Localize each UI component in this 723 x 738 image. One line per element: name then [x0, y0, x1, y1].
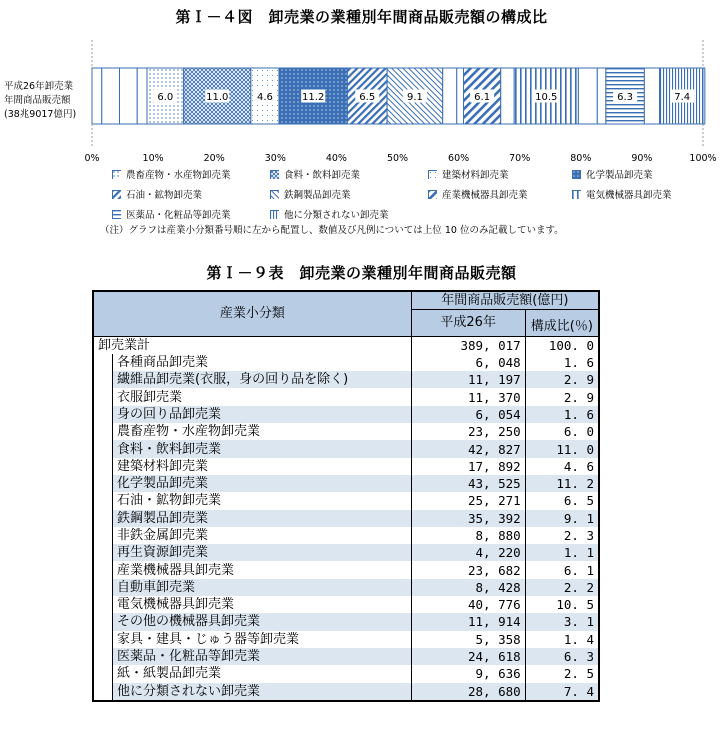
legend-label: 鉄鋼製品卸売業 — [284, 190, 351, 201]
row-amount: 8, 880 — [411, 527, 525, 544]
bar-row-label-line: (38兆9017億円) — [4, 109, 77, 120]
row-name: 再生資源卸売業 — [113, 544, 412, 561]
row-name: 建築材料卸売業 — [117, 458, 209, 474]
indent-cell — [93, 527, 113, 544]
legend-item — [270, 207, 389, 221]
data-label: 9.1 — [406, 92, 423, 103]
bar-segment — [644, 68, 659, 124]
row-amount: 17, 892 — [411, 458, 525, 475]
legend-label: 電気機械器具卸売業 — [586, 190, 672, 201]
row-name: 電気機械器具卸売業 — [117, 597, 235, 613]
table-title: 第Ｉ－９表 卸売業の業種別年間商品販売額 — [206, 264, 517, 282]
legend-label: 他に分類されない卸売業 — [284, 210, 389, 221]
table-row — [93, 458, 599, 475]
total-name: 卸売業計 — [98, 337, 151, 353]
row-amount: 23, 682 — [411, 561, 525, 578]
total-ratio: 100. 0 — [525, 336, 599, 354]
row-ratio: 2. 2 — [525, 579, 599, 596]
x-tick-label: 20% — [203, 153, 225, 164]
header-spacer — [525, 310, 599, 319]
x-tick-label: 100% — [689, 153, 717, 164]
row-amount: 11, 914 — [411, 613, 525, 630]
legend-swatch — [112, 170, 121, 179]
indent-cell — [93, 561, 113, 578]
legend-label: 食料・飲料卸売業 — [284, 170, 361, 181]
indent-cell — [93, 388, 113, 405]
x-tick-label: 80% — [570, 153, 592, 164]
data-label: 11.2 — [302, 92, 325, 103]
bar-segment — [597, 68, 606, 124]
row-name: 自動車卸売業 — [113, 579, 412, 596]
bar-row-label-line: 平成26年卸売業 — [4, 81, 74, 92]
row-amount: 25, 271 — [411, 492, 525, 509]
legend-label: 化学製品卸売業 — [586, 170, 653, 181]
x-tick-label: 50% — [386, 153, 409, 164]
indent-cell — [93, 596, 113, 613]
row-amount: 8, 428 — [411, 579, 525, 596]
legend-swatch — [270, 210, 279, 219]
table-total-row — [93, 336, 599, 354]
row-amount: 11, 370 — [411, 388, 525, 405]
header-sales-group: 年間商品販売額(億円) — [411, 291, 599, 310]
row-amount: 4, 220 — [411, 544, 525, 561]
row-amount: 11, 197 — [411, 371, 525, 388]
row-ratio: 9. 1 — [525, 510, 599, 527]
data-label: 10.5 — [535, 92, 558, 103]
table-row — [93, 596, 599, 613]
data-label: 6.0 — [157, 92, 174, 103]
indent-cell — [93, 510, 113, 527]
indent-cell — [93, 423, 113, 440]
data-label: 6.3 — [617, 92, 634, 103]
legend-swatch — [572, 170, 581, 179]
bar-segment — [137, 68, 147, 124]
legend-item — [112, 167, 231, 181]
legend-swatch — [112, 210, 121, 219]
row-name: 石油・鉱物卸売業 — [117, 493, 222, 509]
table-row — [93, 683, 599, 701]
bar-segment — [501, 68, 514, 124]
row-ratio: 2. 9 — [525, 371, 599, 388]
table-row — [93, 423, 599, 440]
table-row — [93, 613, 599, 630]
bar-row-label-line: 年間商品販売額 — [4, 95, 71, 106]
legend-label: 医薬品・化粧品等卸売業 — [126, 210, 231, 221]
row-amount: 5, 358 — [411, 631, 525, 648]
bar-segment — [443, 68, 457, 124]
indent-cell — [93, 613, 113, 630]
row-amount: 23, 250 — [411, 423, 525, 440]
table-row — [93, 631, 599, 648]
row-ratio: 6. 0 — [525, 423, 599, 440]
row-name: 産業機械器具卸売業 — [117, 562, 235, 578]
data-label: 11.0 — [206, 92, 229, 103]
table-row — [93, 440, 599, 457]
data-label: 7.4 — [674, 92, 691, 103]
table-row — [93, 665, 599, 682]
row-name: 身の回り品卸売業 — [113, 406, 412, 423]
legend-item — [112, 207, 231, 221]
row-amount: 9, 636 — [411, 665, 525, 682]
legend-label: 建築材料卸売業 — [442, 170, 509, 181]
legend-label: 産業機械器具卸売業 — [442, 190, 528, 201]
legend-item — [428, 187, 528, 201]
indent-cell — [93, 354, 113, 371]
legend-label: 石油・鉱物卸売業 — [126, 190, 203, 201]
chart-footnote: （注）グラフは産業小分類番号順に左から配置し、数値及び凡例については上位 10 位のみ記載しています。 — [100, 225, 564, 236]
row-ratio: 3. 1 — [525, 613, 599, 630]
legend-swatch — [270, 190, 279, 199]
stacked-bar-chart — [0, 28, 723, 168]
x-tick-label: 70% — [509, 153, 531, 164]
row-ratio: 2. 3 — [525, 527, 599, 544]
row-ratio: 6. 5 — [525, 492, 599, 509]
table-row — [93, 406, 599, 423]
indent-cell — [93, 544, 113, 561]
bar-segment — [578, 68, 597, 124]
legend-item — [572, 167, 653, 181]
legend-swatch — [428, 190, 437, 199]
legend-swatch — [428, 170, 437, 179]
indent-cell — [93, 475, 113, 492]
indent-cell — [93, 579, 113, 596]
x-tick-label: 90% — [631, 153, 653, 164]
header-category: 産業小分類 — [93, 291, 411, 336]
row-name: 非鉄金属卸売業 — [117, 528, 209, 543]
legend-item — [270, 187, 351, 201]
indent-cell — [93, 665, 113, 682]
row-ratio: 4. 6 — [525, 458, 599, 475]
legend-swatch — [112, 190, 121, 199]
indent-cell — [93, 440, 113, 457]
row-name: 紙・紙製品卸売業 — [117, 666, 222, 682]
row-ratio: 2. 5 — [525, 665, 599, 682]
table-row — [93, 492, 599, 509]
table-row — [93, 648, 599, 665]
x-tick-label: 60% — [448, 153, 470, 164]
table-row — [93, 544, 599, 561]
x-tick-label: 40% — [325, 153, 347, 164]
indent-cell — [93, 648, 113, 665]
bar-segment — [457, 68, 464, 124]
indent-cell — [93, 683, 113, 701]
row-name: 家具・建具・じゅう器等卸売業 — [117, 631, 300, 647]
data-label: 6.5 — [359, 92, 376, 103]
sales-table — [92, 290, 600, 702]
row-amount: 40, 776 — [411, 596, 525, 613]
row-name: 繊維品卸売業(衣服，身の回り品を除く) — [113, 371, 412, 388]
row-amount: 42, 827 — [411, 440, 525, 457]
indent-cell — [93, 631, 113, 648]
legend-item — [572, 187, 672, 201]
row-ratio: 11. 2 — [525, 475, 599, 492]
row-ratio: 6. 3 — [525, 648, 599, 665]
row-ratio: 7. 4 — [525, 683, 599, 701]
x-tick-label: 0% — [84, 153, 100, 164]
row-amount: 35, 392 — [411, 510, 525, 527]
bar-segment — [102, 68, 120, 124]
row-name: 衣服卸売業 — [117, 389, 183, 405]
legend-item — [428, 167, 509, 181]
row-amount: 43, 525 — [411, 475, 525, 492]
data-label: 4.6 — [256, 92, 273, 103]
row-amount: 24, 618 — [411, 648, 525, 665]
row-ratio: 10. 5 — [525, 596, 599, 613]
row-ratio: 1. 6 — [525, 406, 599, 423]
row-ratio: 6. 1 — [525, 561, 599, 578]
table-row — [93, 561, 599, 578]
legend-item — [112, 187, 202, 201]
bar-segment — [119, 68, 137, 124]
row-name: 農畜産物・水産物卸売業 — [117, 424, 261, 440]
row-ratio: 1. 4 — [525, 631, 599, 648]
table-row — [93, 388, 599, 405]
total-amount: 389, 017 — [411, 336, 525, 354]
legend-item — [270, 167, 360, 181]
legend-swatch — [572, 190, 581, 199]
table-row — [93, 510, 599, 527]
chart-title: 第Ｉ－４図 卸売業の業種別年間商品販売額の構成比 — [175, 8, 548, 26]
header-year: 平成26年 — [411, 310, 525, 336]
row-name: その他の機械器具卸売業 — [113, 613, 412, 630]
row-name: 各種商品卸売業 — [117, 355, 209, 371]
row-amount: 28, 680 — [411, 683, 525, 701]
row-amount: 6, 054 — [411, 406, 525, 423]
indent-cell — [93, 371, 113, 388]
row-name: 医薬品・化粧品等卸売業 — [113, 648, 412, 665]
row-ratio: 1. 6 — [525, 354, 599, 371]
row-name: 鉄鋼製品卸売業 — [113, 510, 412, 527]
header-ratio: 構成比(％) — [525, 318, 599, 336]
table-row — [93, 354, 599, 371]
data-label: 6.1 — [474, 92, 491, 103]
row-ratio: 2. 9 — [525, 388, 599, 405]
row-name: 食料・飲料卸売業 — [113, 440, 412, 457]
x-tick-label: 10% — [142, 153, 164, 164]
indent-cell — [93, 492, 113, 509]
row-name: 他に分類されない卸売業 — [113, 683, 412, 701]
table-row — [93, 475, 599, 492]
legend-label: 農畜産物・水産物卸売業 — [126, 170, 231, 181]
bar-row-label — [4, 80, 76, 122]
row-ratio: 11. 0 — [525, 440, 599, 457]
table-row — [93, 527, 599, 544]
indent-cell — [93, 406, 113, 423]
row-amount: 6, 048 — [411, 354, 525, 371]
bar-segment — [92, 68, 102, 124]
row-name: 化学製品卸売業 — [113, 475, 412, 492]
table-row — [93, 371, 599, 388]
row-ratio: 1. 1 — [525, 544, 599, 561]
table-row — [93, 579, 599, 596]
indent-cell — [93, 458, 113, 475]
legend-swatch — [270, 170, 279, 179]
x-tick-label: 30% — [264, 153, 286, 164]
